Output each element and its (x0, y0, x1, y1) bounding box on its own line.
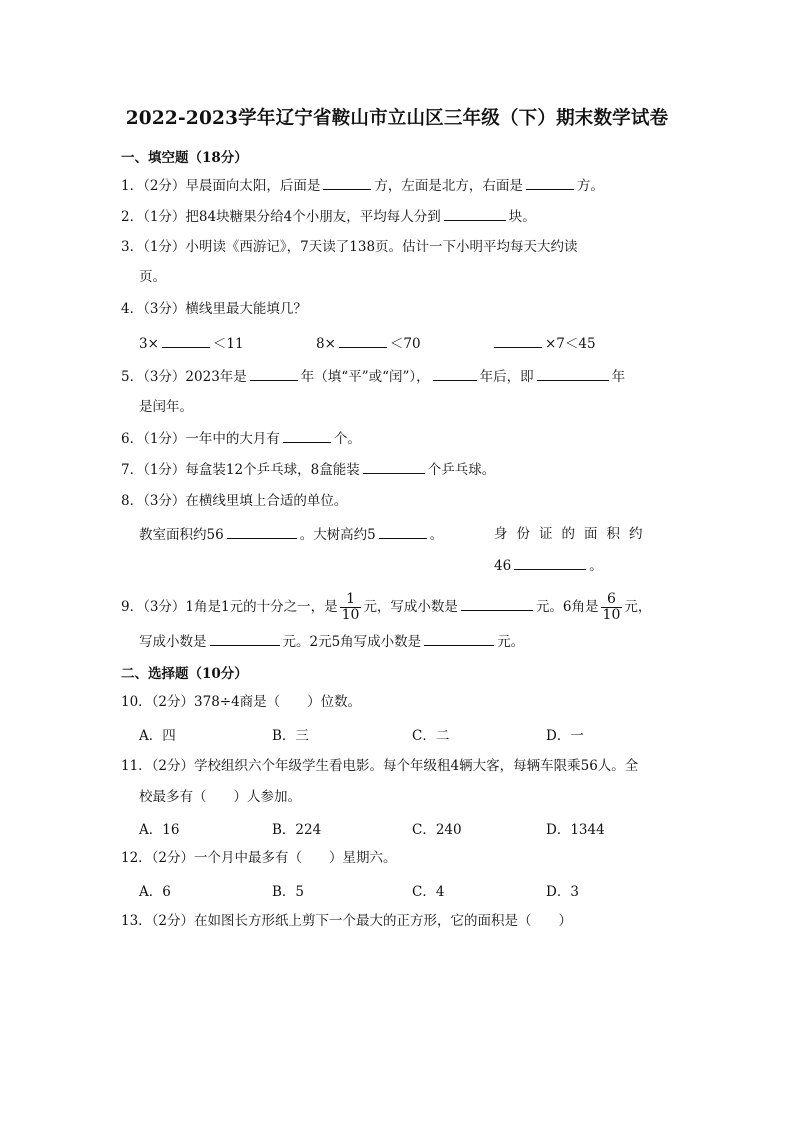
question-3: 3．（1分）小明读《西游记》，7天读了138页。估计一下小明平均每天大约读 (121, 239, 578, 255)
question-13: 13．（2分）在如图长方形纸上剪下一个最大的正方形，它的面积是（ ） (121, 913, 573, 929)
question-5: 5．（3分）2023年是 年（填“平”或“闰”）， 年后，即 年 (121, 369, 626, 385)
answer-blank[interactable] (339, 334, 387, 348)
answer-blank[interactable] (210, 632, 280, 646)
answer-blank[interactable] (526, 176, 574, 190)
page-title: 2022-2023学年辽宁省鞍山市立山区三年级（下）期末数学试卷 (125, 108, 669, 129)
q4-expression-1: 3× ＜11 (139, 336, 244, 352)
fraction-six-tenths: $\frac{6}{10}$ (602, 591, 621, 623)
question-11: 11．（2分）学校组织六个年级学生看电影。每个年级租4辆大客，每辆车限乘56人。全 (121, 758, 639, 774)
answer-blank[interactable] (444, 207, 506, 221)
answer-blank[interactable] (283, 429, 331, 443)
option-d[interactable]: D．3 (546, 884, 579, 900)
question-9-continued: 写成小数是 元。2元5角写成小数是 元。 (139, 634, 525, 650)
option-c[interactable]: C．240 (412, 822, 462, 838)
question-9: 9．（3分）1角是1元的十分之一，是 $\frac{1}{10}$ 元，写成小数是 元。6角是 $\frac{6}{10}$ 元， (121, 591, 652, 623)
answer-blank[interactable] (514, 556, 586, 570)
section-heading-multiple-choice: 二、选择题（10分） (121, 666, 248, 682)
question-1: 1．（2分）早晨面向太阳，后面是 方，左面是北方，右面是 方。 (121, 178, 604, 194)
answer-blank[interactable] (250, 367, 298, 381)
answer-blank[interactable] (323, 176, 371, 190)
answer-blank[interactable] (494, 334, 542, 348)
option-d[interactable]: D．一 (546, 728, 584, 744)
option-b[interactable]: B．三 (272, 728, 309, 744)
q4-expression-3: ×7＜45 (494, 334, 596, 353)
question-3-continued: 页。 (139, 269, 166, 285)
answer-blank[interactable] (363, 460, 425, 474)
answer-blank[interactable] (227, 525, 297, 539)
question-6: 6．（1分）一年中的大月有 个。 (121, 431, 361, 447)
q8-part-1: 教室面积约56 。大树高约5 。 (139, 527, 444, 543)
option-c[interactable]: C．4 (412, 884, 445, 900)
option-d[interactable]: D．1344 (546, 822, 605, 838)
option-b[interactable]: B．224 (272, 822, 322, 838)
answer-blank[interactable] (162, 334, 210, 348)
option-b[interactable]: B．5 (272, 884, 305, 900)
question-12: 12．（2分）一个月中最多有（ ）星期六。 (121, 850, 397, 866)
option-a[interactable]: A．16 (139, 822, 180, 838)
fraction-one-tenth: $\frac{1}{10}$ (341, 591, 360, 623)
option-c[interactable]: C．二 (412, 728, 450, 744)
option-a[interactable]: A．6 (139, 884, 171, 900)
q8-part-3-continued: 46 。 (494, 558, 603, 574)
question-11-continued: 校最多有（ ）人参加。 (139, 789, 301, 805)
question-4: 4．（3分）横线里最大能填几？ (121, 301, 307, 317)
answer-blank[interactable] (424, 632, 494, 646)
answer-blank[interactable] (433, 367, 477, 381)
answer-blank[interactable] (537, 367, 609, 381)
question-5-continued: 是闰年。 (139, 399, 193, 415)
option-a[interactable]: A．四 (139, 728, 176, 744)
answer-blank[interactable] (461, 597, 533, 611)
question-2: 2．（1分）把84块糖果分给4个小朋友，平均每人分到 块。 (121, 209, 536, 225)
question-10: 10．（2分）378÷4商是（ ）位数。 (121, 694, 362, 710)
q4-expression-2: 8× ＜70 (316, 336, 421, 352)
q8-part-3: 身份证的面积约 (494, 526, 652, 542)
question-8: 8．（3分）在横线里填上合适的单位。 (121, 493, 348, 509)
answer-blank[interactable] (379, 525, 427, 539)
section-heading-fill-in: 一、填空题（18分） (121, 150, 248, 166)
question-7: 7．（1分）每盒装12个乒乓球，8盒能装 个乒乓球。 (121, 462, 496, 478)
